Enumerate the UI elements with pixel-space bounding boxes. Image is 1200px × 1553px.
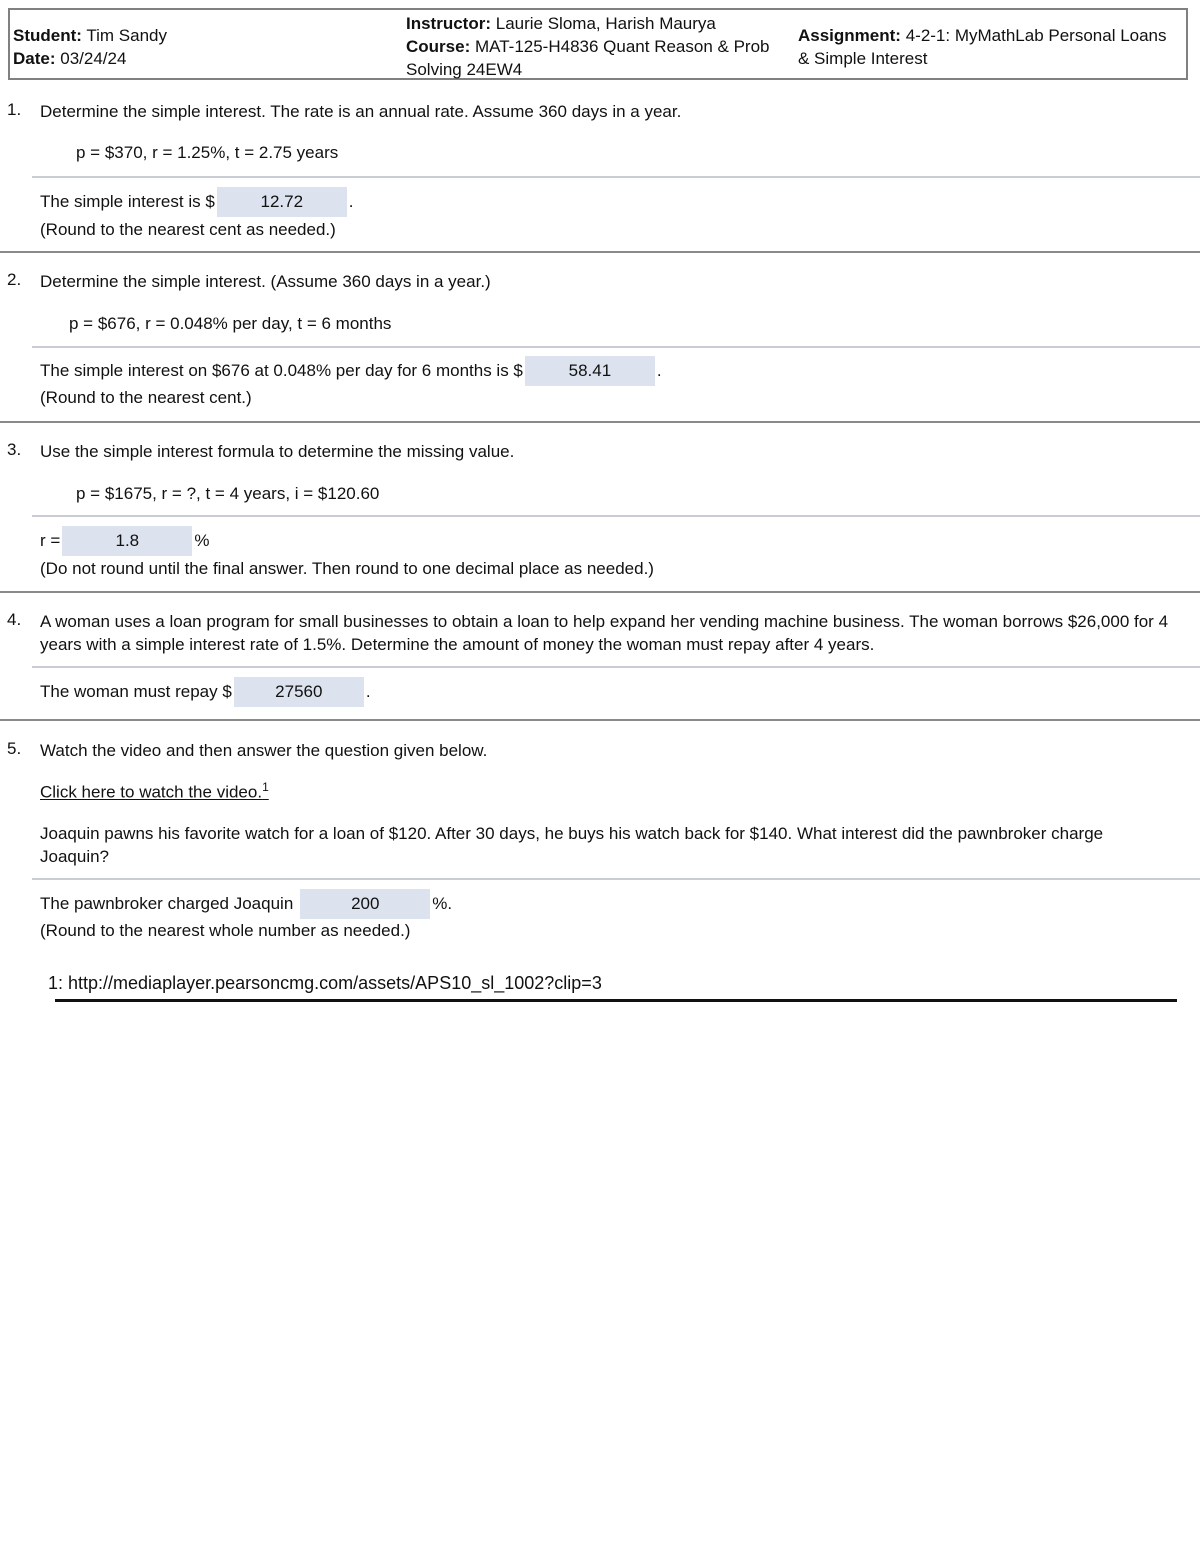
given-values: p = $1675, r = ?, t = 4 years, i = $120.60 bbox=[76, 484, 380, 503]
instructor-label: Instructor: bbox=[406, 14, 491, 33]
question-separator bbox=[0, 591, 1200, 593]
instructor-name: Laurie Sloma, Harish Maurya bbox=[495, 14, 716, 33]
answer-prefix: The pawnbroker charged Joaquin bbox=[40, 894, 294, 913]
answer-prefix: The simple interest on $676 at 0.048% per day for 6 months is $ bbox=[40, 361, 523, 380]
answer-suffix: . bbox=[656, 361, 662, 380]
assignment-info bbox=[798, 24, 1178, 70]
answer-field[interactable]: 1.8 bbox=[62, 526, 192, 556]
divider bbox=[32, 666, 1200, 668]
answer-line bbox=[40, 187, 354, 217]
assignment-label: Assignment: bbox=[798, 26, 901, 45]
question-body: Joaquin pawns his favorite watch for a loan of $120. After 30 days, he buys his watch back for $140. What interest did the pawnbroker charge Joaquin? bbox=[40, 824, 1104, 866]
watch-video-link-text[interactable]: Click here to watch the video. bbox=[40, 782, 263, 802]
answer-suffix: %. bbox=[432, 894, 453, 913]
date-label: Date: bbox=[13, 49, 56, 68]
answer-prefix: The simple interest is $ bbox=[40, 192, 215, 211]
answer-prefix: r = bbox=[40, 531, 61, 550]
answer-line bbox=[40, 677, 371, 707]
assignment-header bbox=[8, 8, 1188, 80]
answer-suffix: . bbox=[348, 192, 354, 211]
answer-field[interactable]: 58.41 bbox=[525, 356, 655, 386]
question-number: 4. bbox=[7, 610, 22, 629]
rounding-note: (Round to the nearest cent as needed.) bbox=[40, 220, 336, 239]
course-name: MAT-125-H4836 Quant Reason & Prob Solving 24EW4 bbox=[406, 37, 770, 79]
answer-field[interactable]: 12.72 bbox=[217, 187, 347, 217]
answer-line bbox=[40, 526, 209, 556]
question-prompt: Use the simple interest formula to determine the missing value. bbox=[40, 442, 515, 461]
course-label: Course: bbox=[406, 37, 471, 56]
answer-prefix: The woman must repay $ bbox=[40, 682, 232, 701]
answer-field[interactable]: 200 bbox=[300, 889, 430, 919]
divider bbox=[32, 515, 1200, 517]
question-separator bbox=[0, 421, 1200, 423]
question-number: 2. bbox=[7, 270, 22, 289]
divider bbox=[32, 176, 1200, 178]
student-label: Student: bbox=[13, 26, 82, 45]
date-value: 03/24/24 bbox=[60, 49, 127, 68]
answer-suffix: % bbox=[194, 531, 210, 550]
student-name: Tim Sandy bbox=[86, 26, 167, 45]
question-prompt: A woman uses a loan program for small businesses to obtain a loan to help expand her vending machine business. The woman borrows $26,000 for 4 years with a simple interest rate of 1.5%. Determine the amount of money the woman must repay after 4 years. bbox=[40, 612, 1169, 654]
question-prompt: Watch the video and then answer the question given below. bbox=[40, 741, 488, 760]
question-number: 1. bbox=[7, 100, 22, 119]
watch-video-link[interactable] bbox=[40, 780, 269, 803]
footnote-rule bbox=[55, 999, 1177, 1002]
question-prompt: Determine the simple interest. (Assume 360 days in a year.) bbox=[40, 272, 491, 291]
question-prompt: Determine the simple interest. The rate is an annual rate. Assume 360 days in a year. bbox=[40, 102, 682, 121]
rounding-note: (Round to the nearest whole number as needed.) bbox=[40, 921, 411, 940]
given-values: p = $676, r = 0.048% per day, t = 6 months bbox=[69, 314, 392, 333]
question-number: 5. bbox=[7, 739, 22, 758]
question-number: 3. bbox=[7, 440, 22, 459]
footnote: 1: http://mediaplayer.pearsoncmg.com/assets/APS10_sl_1002?clip=3 bbox=[48, 973, 602, 993]
answer-line bbox=[40, 356, 662, 386]
question-separator bbox=[0, 719, 1200, 721]
rounding-note: (Round to the nearest cent.) bbox=[40, 388, 252, 407]
answer-suffix: . bbox=[365, 682, 371, 701]
question-separator bbox=[0, 251, 1200, 253]
divider bbox=[32, 346, 1200, 348]
student-info bbox=[13, 24, 167, 70]
assignment-name: 4-2-1: MyMathLab Personal Loans & Simple Interest bbox=[798, 26, 1167, 68]
given-values: p = $370, r = 1.25%, t = 2.75 years bbox=[76, 143, 339, 162]
footnote-ref: 1 bbox=[262, 780, 269, 794]
course-info bbox=[406, 12, 776, 81]
divider bbox=[32, 878, 1200, 880]
rounding-note: (Do not round until the final answer. Then round to one decimal place as needed.) bbox=[40, 559, 654, 578]
answer-line bbox=[40, 889, 452, 919]
answer-field[interactable]: 27560 bbox=[234, 677, 364, 707]
